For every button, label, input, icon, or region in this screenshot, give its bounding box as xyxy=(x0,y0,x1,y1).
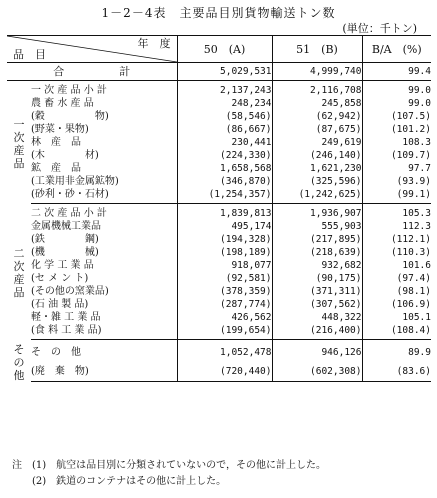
row-label: 林 産 品 xyxy=(31,137,81,148)
table-row xyxy=(7,324,431,340)
table-row xyxy=(7,110,431,123)
row-value-50: 1,839,813 xyxy=(177,204,272,221)
table-row xyxy=(7,259,431,272)
header-nendo: 年 度 xyxy=(137,37,171,50)
row-value-50: (86,667) xyxy=(177,123,272,136)
row-ratio: (83.6) xyxy=(362,363,431,382)
row-value-50: (198,189) xyxy=(177,246,272,259)
row-label: 鉱 産 品 xyxy=(31,163,81,174)
row-value-51: 1,936,907 xyxy=(272,204,362,221)
table-row xyxy=(7,81,431,98)
row-value-50: 1,658,568 xyxy=(177,162,272,175)
table-row xyxy=(7,298,431,311)
table-row xyxy=(7,272,431,285)
note-1: 注 (1) 航空は品目別に分類されていないので，その他に計上した。 xyxy=(12,460,326,471)
row-label: (機 械) xyxy=(31,247,99,258)
row-value-51: 932,682 xyxy=(272,259,362,272)
table-row xyxy=(7,233,431,246)
table-row xyxy=(7,204,431,221)
total-value-50: 5,029,531 xyxy=(177,63,272,81)
row-label: (鉄 鋼) xyxy=(31,234,99,245)
header-diagonal-cell xyxy=(7,36,177,63)
row-label: そ の 他 xyxy=(31,347,81,359)
freight-table xyxy=(7,35,431,382)
total-row xyxy=(7,63,431,81)
header-row xyxy=(7,36,431,63)
row-ratio: 99.0 xyxy=(362,81,431,98)
header-hinmoku: 品 目 xyxy=(13,48,46,61)
row-ratio: (112.1) xyxy=(362,233,431,246)
table-row xyxy=(7,136,431,149)
row-value-50: (194,328) xyxy=(177,233,272,246)
row-value-51: 555,903 xyxy=(272,220,362,233)
table-row xyxy=(7,220,431,233)
row-value-50: 248,234 xyxy=(177,97,272,110)
unit-label: (単位：千トン) xyxy=(342,22,417,35)
page-title: 1－2－4表 主要品目別貨物輸送トン数 xyxy=(101,6,336,20)
total-value-51: 4,999,740 xyxy=(272,63,362,81)
row-value-51: 448,322 xyxy=(272,311,362,324)
row-label: (木 材) xyxy=(31,150,99,161)
row-ratio: (93.9) xyxy=(362,175,431,188)
row-value-50: (287,774) xyxy=(177,298,272,311)
row-value-51: (325,596) xyxy=(272,175,362,188)
row-label: (セ メ ン ト) xyxy=(31,273,89,284)
row-ratio: 108.3 xyxy=(362,136,431,149)
row-ratio: 89.9 xyxy=(362,340,431,363)
row-ratio: 105.3 xyxy=(362,204,431,221)
row-ratio: 99.0 xyxy=(362,97,431,110)
row-label: (その他の窯業品) xyxy=(31,286,109,297)
row-value-51: (307,562) xyxy=(272,298,362,311)
row-label: 農 畜 水 産 品 xyxy=(31,98,94,109)
table-row xyxy=(7,246,431,259)
row-value-51: (246,140) xyxy=(272,149,362,162)
row-value-50: (1,254,357) xyxy=(177,188,272,204)
row-ratio: (101.2) xyxy=(362,123,431,136)
row-value-51: (90,175) xyxy=(272,272,362,285)
row-value-51: 2,116,708 xyxy=(272,81,362,98)
row-value-50: 426,562 xyxy=(177,311,272,324)
row-value-50: 1,052,478 xyxy=(177,340,272,363)
table-row xyxy=(7,285,431,298)
row-value-50: (92,581) xyxy=(177,272,272,285)
row-label: 金属機械工業品 xyxy=(31,221,101,232)
row-value-50: (346,870) xyxy=(177,175,272,188)
row-label: (野菜・果物) xyxy=(31,124,89,135)
row-ratio: (110.3) xyxy=(362,246,431,259)
notes xyxy=(12,458,326,490)
row-label: 一 次 産 品 小 計 xyxy=(31,85,107,96)
row-ratio: 112.3 xyxy=(362,220,431,233)
total-ratio: 99.4 xyxy=(362,63,431,81)
header-col-50: 50 (A) xyxy=(177,36,272,63)
table-row xyxy=(7,97,431,110)
row-label: (食 料 工 業 品) xyxy=(31,324,177,340)
row-label: 二 次 産 品 小 計 xyxy=(31,208,107,219)
table-row xyxy=(7,311,431,324)
row-label: 化 学 工 業 品 xyxy=(31,260,94,271)
header-col-51: 51 (B) xyxy=(272,36,362,63)
row-value-51: (218,639) xyxy=(272,246,362,259)
group-label: そ の 他 xyxy=(13,342,25,382)
group-label: 一 次 産 品 xyxy=(13,117,25,170)
row-value-51: 1,621,230 xyxy=(272,162,362,175)
row-ratio: (99.1) xyxy=(362,188,431,204)
header-col-ratio: B/A (%) xyxy=(362,36,431,63)
row-ratio: (109.7) xyxy=(362,149,431,162)
row-label: 軽・雑 工 業 品 xyxy=(31,312,101,323)
row-value-50: (720,440) xyxy=(177,363,272,382)
row-value-50: 918,077 xyxy=(177,259,272,272)
row-label: (工業用非金属鉱物) xyxy=(31,176,119,187)
row-ratio: 105.1 xyxy=(362,311,431,324)
row-value-51: (602,308) xyxy=(272,363,362,382)
row-ratio: (107.5) xyxy=(362,110,431,123)
row-value-51: (371,311) xyxy=(272,285,362,298)
table-row xyxy=(7,175,431,188)
group-label: 二 次 産 品 xyxy=(13,247,25,299)
row-value-51: (62,942) xyxy=(272,110,362,123)
table-row xyxy=(7,149,431,162)
row-value-50: 230,441 xyxy=(177,136,272,149)
row-value-51: (216,400) xyxy=(272,324,362,340)
table-row xyxy=(7,363,431,382)
row-value-50: 495,174 xyxy=(177,220,272,233)
note-2: (2) 鉄道のコンテナはその他に計上した。 xyxy=(12,476,227,487)
row-value-50: (199,654) xyxy=(177,324,272,340)
row-ratio: (108.4) xyxy=(362,324,431,340)
table-row xyxy=(7,162,431,175)
row-value-50: (378,359) xyxy=(177,285,272,298)
row-ratio: 97.7 xyxy=(362,162,431,175)
row-label: (廃 棄 物) xyxy=(31,363,177,382)
table-row xyxy=(7,340,431,363)
row-value-51: (1,242,625) xyxy=(272,188,362,204)
row-value-51: 946,126 xyxy=(272,340,362,363)
row-label: (穀 物) xyxy=(31,111,109,122)
row-label: (石 油 製 品) xyxy=(31,299,89,310)
row-label: (砂利・砂・石材) xyxy=(31,188,177,204)
table-row xyxy=(7,123,431,136)
row-ratio: (106.9) xyxy=(362,298,431,311)
row-value-51: 245,858 xyxy=(272,97,362,110)
row-ratio: (98.1) xyxy=(362,285,431,298)
row-value-50: (58,546) xyxy=(177,110,272,123)
total-label: 合 計 xyxy=(7,63,177,81)
row-value-51: 249,619 xyxy=(272,136,362,149)
row-value-50: (224,330) xyxy=(177,149,272,162)
row-value-51: (217,895) xyxy=(272,233,362,246)
row-ratio: (97.4) xyxy=(362,272,431,285)
row-value-51: (87,675) xyxy=(272,123,362,136)
table-row xyxy=(7,188,431,204)
row-ratio: 101.6 xyxy=(362,259,431,272)
row-value-50: 2,137,243 xyxy=(177,81,272,98)
